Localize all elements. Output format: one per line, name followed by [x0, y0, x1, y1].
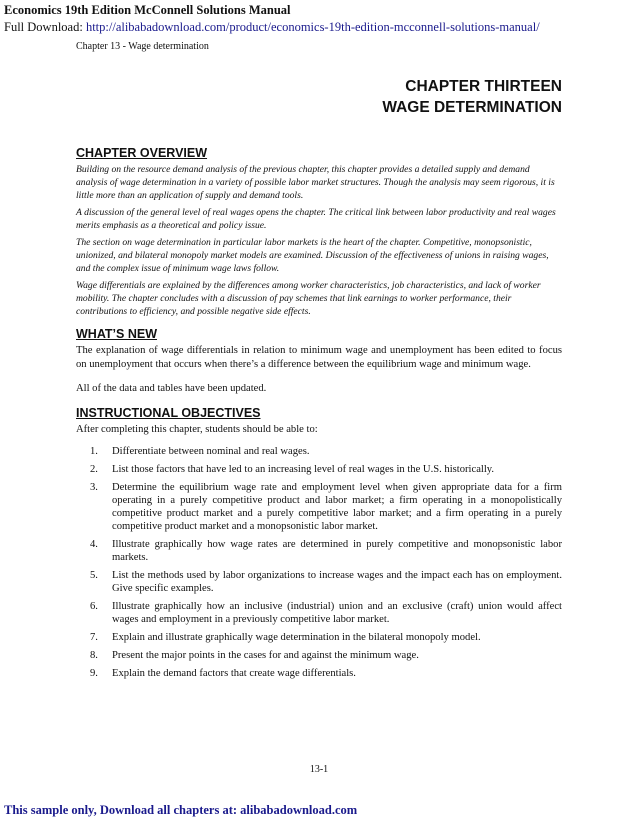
overview-paragraph: Building on the resource demand analysis of the previous chapter, this chapter provides a detailed supply and demand analysis of wage determination in a variety of possible labor market structures. Though the analysis may seem rigorous, it is little more than an application of supply and demand tools. — [76, 164, 555, 201]
list-item — [90, 481, 562, 533]
page-content — [76, 146, 562, 685]
overview-heading: CHAPTER OVERVIEW — [76, 146, 208, 160]
item-number: 7. — [90, 632, 98, 643]
item-text: Illustrate graphically how wage rates are determined in purely competitive and monopsonistic labor markets. — [112, 539, 562, 563]
page-number: 13-1 — [309, 764, 329, 775]
item-number: 6. — [90, 601, 98, 612]
list-item — [90, 600, 562, 626]
item-number: 8. — [90, 650, 98, 661]
banner-download-line — [4, 19, 540, 36]
item-number: 9. — [90, 668, 98, 679]
chapter-name: WAGE DETERMINATION — [382, 99, 562, 116]
overview-paragraph: Wage differentials are explained by the differences among worker characteristics, job characteristics, and lack of worker mobility. The chapter concludes with a discussion of pay schemes that link earnings to worker performance, their contributions to efficiency, and possible negative side effects. — [76, 280, 541, 317]
download-link[interactable]: http://alibabadownload.com/product/economics-19th-edition-mcconnell-solutions-manual/ — [85, 20, 540, 34]
item-text: List the methods used by labor organizations to increase wages and the impact each has on employment. Give specific examples. — [112, 570, 562, 594]
overview-section — [76, 146, 562, 318]
objectives-list — [76, 445, 562, 680]
item-number: 5. — [90, 570, 98, 581]
objectives-heading: INSTRUCTIONAL OBJECTIVES — [76, 406, 261, 420]
item-text: Explain and illustrate graphically wage determination in the bilateral monopoly model. — [112, 632, 481, 643]
whats-new-heading: WHAT’S NEW — [76, 327, 158, 341]
overview-paragraph: A discussion of the general level of real wages opens the chapter. The critical link between labor productivity and real wages merits emphasis as a theoretical and policy issue. — [76, 207, 556, 231]
running-header: Chapter 13 - Wage determination — [76, 41, 209, 52]
item-number: 4. — [90, 539, 98, 550]
list-item — [90, 463, 562, 476]
objectives-intro: After completing this chapter, students should be able to: — [76, 424, 318, 435]
banner-title: Economics 19th Edition McConnell Solutions Manual — [4, 3, 291, 17]
download-label: Full Download: — [4, 20, 86, 34]
item-text: Explain the demand factors that create wage differentials. — [112, 668, 356, 679]
whats-new-paragraph: The explanation of wage differentials in relation to minimum wage and unemployment has been edited to focus on unemployment that occurs when there’s a difference between the equilibrium wage and minimum wage. — [76, 345, 562, 370]
list-item — [90, 569, 562, 595]
list-item — [90, 667, 562, 680]
list-item — [90, 631, 562, 644]
chapter-title-block — [382, 76, 562, 118]
download-banner — [4, 2, 540, 36]
whats-new-section — [76, 327, 562, 396]
item-text: Present the major points in the cases for and against the minimum wage. — [112, 650, 419, 661]
list-item — [90, 445, 562, 458]
item-text: List those factors that have led to an increasing level of real wages in the U.S. historically. — [112, 464, 495, 475]
overview-paragraph: The section on wage determination in particular labor markets is the heart of the chapter. Competitive, monopsonistic, unionized, and bilateral monopoly market models are examined. Discussion of the effectiveness of unions in raising wages, and the complex issue of minimum wage laws follow. — [76, 237, 549, 274]
footer-download-link[interactable]: This sample only, Download all chapters at: alibabadownload.com — [4, 803, 358, 817]
item-number: 1. — [90, 446, 98, 457]
chapter-number-title: CHAPTER THIRTEEN — [405, 78, 562, 95]
whats-new-paragraph: All of the data and tables have been updated. — [76, 383, 267, 394]
objectives-section — [76, 406, 562, 680]
item-text: Differentiate between nominal and real wages. — [112, 446, 310, 457]
item-number: 3. — [90, 482, 98, 493]
item-text: Illustrate graphically how an inclusive (industrial) union and an exclusive (craft) union would affect wages and employment in a previously competitive labor market. — [112, 601, 562, 625]
list-item — [90, 538, 562, 564]
item-number: 2. — [90, 464, 98, 475]
list-item — [90, 649, 562, 662]
item-text: Determine the equilibrium wage rate and employment level when given appropriate data for a firm operating in a purely competitive product and labor market; a firm operating in a monopolistically competitive product market and a purely competitive labor market; and a firm operating in a purely competitive product market and a monopsonistic labor market. — [112, 482, 562, 532]
